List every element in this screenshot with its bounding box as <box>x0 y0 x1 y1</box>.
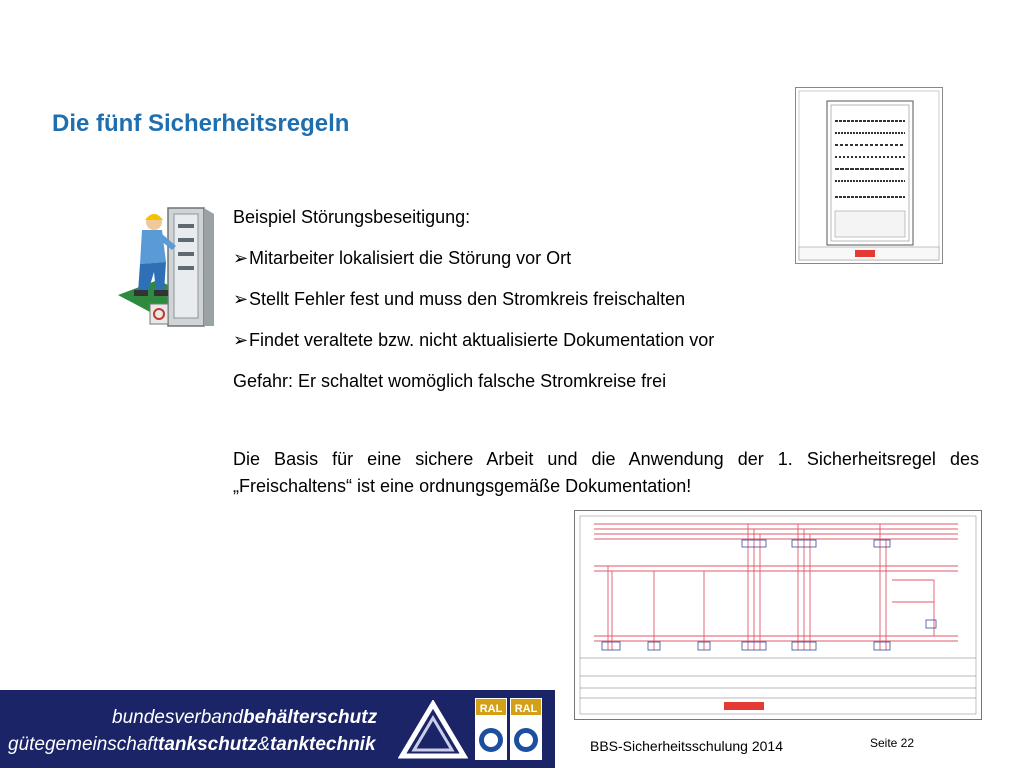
ral-quality-seal-icon <box>510 698 542 760</box>
bullet-text: Mitarbeiter lokalisiert die Störung vor Ort <box>249 248 572 268</box>
page-number: Seite 22 <box>870 736 915 750</box>
svg-text:RAL: RAL <box>479 703 503 715</box>
intro-text: Beispiel Störungsbeseitigung: <box>233 207 471 227</box>
danger-text: Gefahr: Er schaltet womöglich falsche Stromkreise frei <box>233 371 667 391</box>
cabinet-layout-drawing <box>795 87 943 264</box>
footer-org-line-1: bundesverbandbehälterschutz <box>112 707 378 728</box>
arrow-bullet-icon: ➢ <box>233 330 249 350</box>
footer-event-label: BBS-Sicherheitsschulung 2014 <box>590 738 784 754</box>
organization-triangle-logo-icon <box>398 700 468 760</box>
bullet-text: Stellt Fehler fest und muss den Stromkreis freischalten <box>249 289 686 309</box>
bullet-item <box>233 328 979 353</box>
circuit-schematic-drawing <box>574 510 982 720</box>
footer-logo-band <box>0 690 555 768</box>
bullet-text: Findet veraltete bzw. nicht aktualisierte Dokumentation vor <box>249 330 715 350</box>
arrow-bullet-icon: ➢ <box>233 289 249 309</box>
basis-paragraph: Die Basis für eine sichere Arbeit und die Anwendung der 1. Sicherheitsregel des „Freischaltens“ ist eine ordnungsgemäße Dokumentation! <box>233 449 979 496</box>
worker-at-cabinet-illustration <box>110 200 220 340</box>
footer-org-line-2: gütegemeinschafttankschutz&tanktechnik <box>8 734 376 755</box>
arrow-bullet-icon: ➢ <box>233 248 249 268</box>
ral-quality-seal-icon <box>475 698 507 760</box>
svg-text:RAL: RAL <box>514 703 538 715</box>
bullet-item <box>233 287 979 312</box>
slide-title: Die fünf Sicherheitsregeln <box>52 110 350 137</box>
